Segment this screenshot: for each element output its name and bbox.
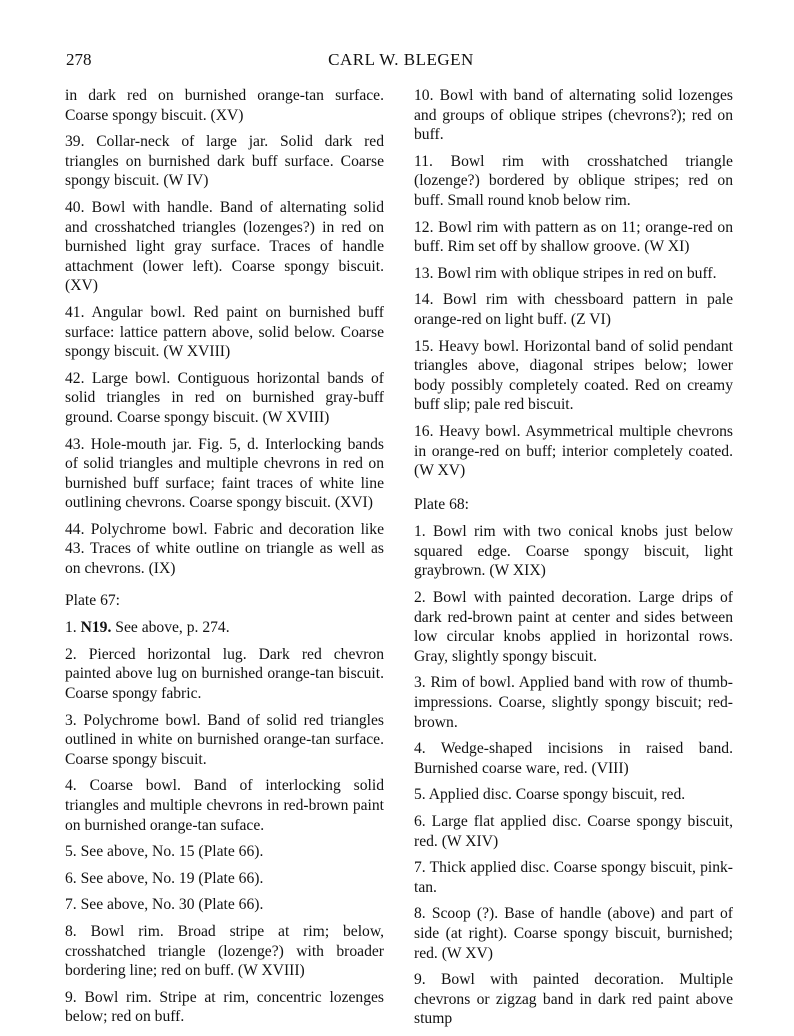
entry-number: 7. [414,859,426,877]
catalog-entry [65,842,384,862]
catalog-entry [65,895,384,915]
entry-number: 12. [414,218,434,236]
entry-text: Bowl rim with oblique stripes in red on buff. [437,264,717,282]
entry-text: Collar-neck of large jar. Solid dark red triangles on burnished dark buff surface. Coarse spongy biscuit. (W IV) [65,133,384,190]
entry-number: 15. [414,337,434,355]
entry-number: 9. [414,971,426,989]
catalog-entry [414,152,733,211]
right-column [414,86,733,1036]
entry-list-left-a [65,132,384,578]
entry-number: 6. [414,813,426,830]
entry-number: 7. [65,896,77,914]
catalog-entry [414,337,733,415]
entry-number: 13. [414,264,434,282]
page-number: 278 [66,50,92,69]
entry-number: 9. [65,988,77,1006]
catalog-entry [414,970,733,1029]
entry-number: 6. [65,869,77,887]
entry-number: 2. [65,645,77,663]
catalog-entry [65,711,384,770]
catalog-entry [65,776,384,835]
catalog-entry [65,922,384,981]
entry-text: See above, p. 274. [115,619,230,637]
entry-list-right-b [414,522,733,1029]
entry-text: Polychrome bowl. Fabric and decoration like 43. Traces of white outline on triangle as well as on chevrons. (IX) [65,520,384,578]
entry-text: Angular bowl. Red paint on burnished buff surface: lattice pattern above, solid below. Coarse spongy biscuit. (W XVIII) [65,303,384,361]
entry-text: Thick applied disc. Coarse spongy biscuit, pink-tan. [414,859,733,896]
entry-number: 3. [414,674,426,692]
entry-number: 16. [414,422,434,440]
entry-number: 1. [65,619,77,637]
entry-text: Polychrome bowl. Band of solid red triangles outlined in white on burnished orange-tan surface. Coarse spongy biscuit. [65,711,384,768]
catalog-entry [65,869,384,889]
page-header [66,50,736,74]
left-column [65,86,384,1034]
entry-number: 40. [65,198,85,216]
entry-number: 11. [414,152,433,170]
entry-number: 14. [414,291,434,309]
entry-number: 44. [65,520,85,538]
entry-text: Bowl rim with two conical knobs just below squared edge. Coarse spongy biscuit, light graybrown. (W XIX) [414,523,733,580]
entry-text: Bowl with band of alternating solid lozenges and groups of oblique stripes (chevrons?); red on buff. [414,87,733,144]
entry-text: See above, No. 15 (Plate 66). [80,843,264,861]
catalog-entry [414,422,733,481]
entry-number: 5. [414,786,426,804]
catalog-entry [65,198,384,296]
catalog-entry [65,618,384,638]
entry-text: Rim of bowl. Applied band with row of thumb-impressions. Coarse, slightly spongy biscuit; red-brown. [414,674,733,731]
plate-heading-67: Plate 67: [65,591,121,609]
entry-list-left-b [65,645,384,1027]
entry-text: Pierced horizontal lug. Dark red chevron painted above lug on burnished orange-tan biscuit. Coarse spongy fabric. [65,645,384,703]
running-head: CARL W. BLEGEN [328,50,474,69]
catalog-entry [414,812,733,851]
entry-text: Bowl rim with chessboard pattern in pale orange-red on light buff. (Z VI) [414,291,733,328]
entry-text: Bowl with handle. Band of alternating solid and crosshatched triangles (lozenges?) in red on burnished light gray surface. Traces of handle attachment (lower left). Coarse spongy biscuit. (XV) [65,198,384,295]
catalog-entry [414,264,733,284]
catalog-entry [65,520,384,579]
entry-text: Bowl with painted decoration. Multiple chevrons or zigzag band in dark red paint above stump [414,971,733,1028]
entry-text: Wedge-shaped incisions in raised band. Burnished coarse ware, red. (VIII) [414,740,733,777]
entry-number: 41. [65,303,85,321]
entry-text: Large flat applied disc. Coarse spongy biscuit, red. (W XIV) [414,813,734,850]
entry-number: 10. [414,87,434,104]
catalog-entry [414,673,733,732]
catalog-entry [414,290,733,329]
catalog-entry [65,645,384,704]
entry-number: 43. [65,435,85,453]
catalog-entry [65,303,384,362]
entry-number: 1. [414,523,426,541]
catalog-entry [65,369,384,428]
catalog-entry [414,858,733,897]
catalog-entry [414,904,733,963]
catalog-entry [414,588,733,666]
entry-number: 5. [65,843,77,861]
entry-number: 8. [414,905,426,923]
continued-entry: in dark red on burnished orange-tan surface. Coarse spongy biscuit. (XV) [65,87,384,124]
plate-heading-68: Plate 68: [414,495,470,513]
entry-number: 39. [65,133,85,151]
catalog-entry [414,739,733,778]
entry-text: Scoop (?). Base of handle (above) and part of side (at right). Coarse spongy biscuit, burnished; red. (W XV) [414,905,733,962]
entry-reference: N19. [80,619,112,637]
entry-text: Large bowl. Contiguous horizontal bands of solid triangles in red on burnished gray-buff ground. Coarse spongy biscuit. (W XVIII) [65,369,384,426]
entry-text: Coarse bowl. Band of interlocking solid triangles and multiple chevrons in red-brown paint on burnished orange-tan suface. [65,777,384,834]
entry-text: Heavy bowl. Asymmetrical multiple chevrons in orange-red on buff; interior completely coated. (W XV) [414,422,733,480]
entry-text: Hole-mouth jar. Fig. 5, d. Interlocking bands of solid triangles and multiple chevrons in red on burnished buff surface; faint traces of white line outlining chevrons. Coarse spongy biscuit. (XVI) [65,435,384,512]
catalog-entry [414,86,733,145]
entry-text: Bowl rim. Broad stripe at rim; below, crosshatched triangle (lozenge?) with broader bordering line; red on buff. (W XVIII) [65,922,384,980]
catalog-entry [65,132,384,191]
catalog-entry [414,218,733,257]
entry-list-right-a [414,86,733,481]
entry-number: 3. [65,711,77,729]
catalog-entry [65,988,384,1027]
entry-text: Applied disc. Coarse spongy biscuit, red. [428,786,686,804]
entry-number: 8. [65,922,77,940]
entry-number: 2. [414,589,426,607]
catalog-entry [414,522,733,581]
catalog-entry [65,435,384,513]
entry-text: See above, No. 19 (Plate 66). [80,869,264,887]
entry-text: Bowl rim with pattern as on 11; orange-red on buff. Rim set off by shallow groove. (W XI) [414,218,733,256]
entry-text: Bowl rim with crosshatched triangle (lozenge?) bordered by oblique stripes; red on buff. Small round knob below rim. [414,152,733,209]
entry-number: 4. [65,777,77,795]
entry-text: See above, No. 30 (Plate 66). [80,896,264,914]
entry-text: Bowl with painted decoration. Large drips of dark red-brown paint at center and sides between low circular knobs applied in horizontal rows. Gray, slightly spongy biscuit. [414,589,734,665]
entry-text: Heavy bowl. Horizontal band of solid pendant triangles above, diagonal stripes below; lower body possibly completely coated. Red on creamy buff slip; pale red biscuit. [414,337,733,414]
entry-number: 4. [414,740,426,758]
entry-number: 42. [65,369,85,387]
entry-text: Bowl rim. Stripe at rim, concentric lozenges below; red on buff. [65,988,384,1026]
catalog-entry [414,785,733,805]
